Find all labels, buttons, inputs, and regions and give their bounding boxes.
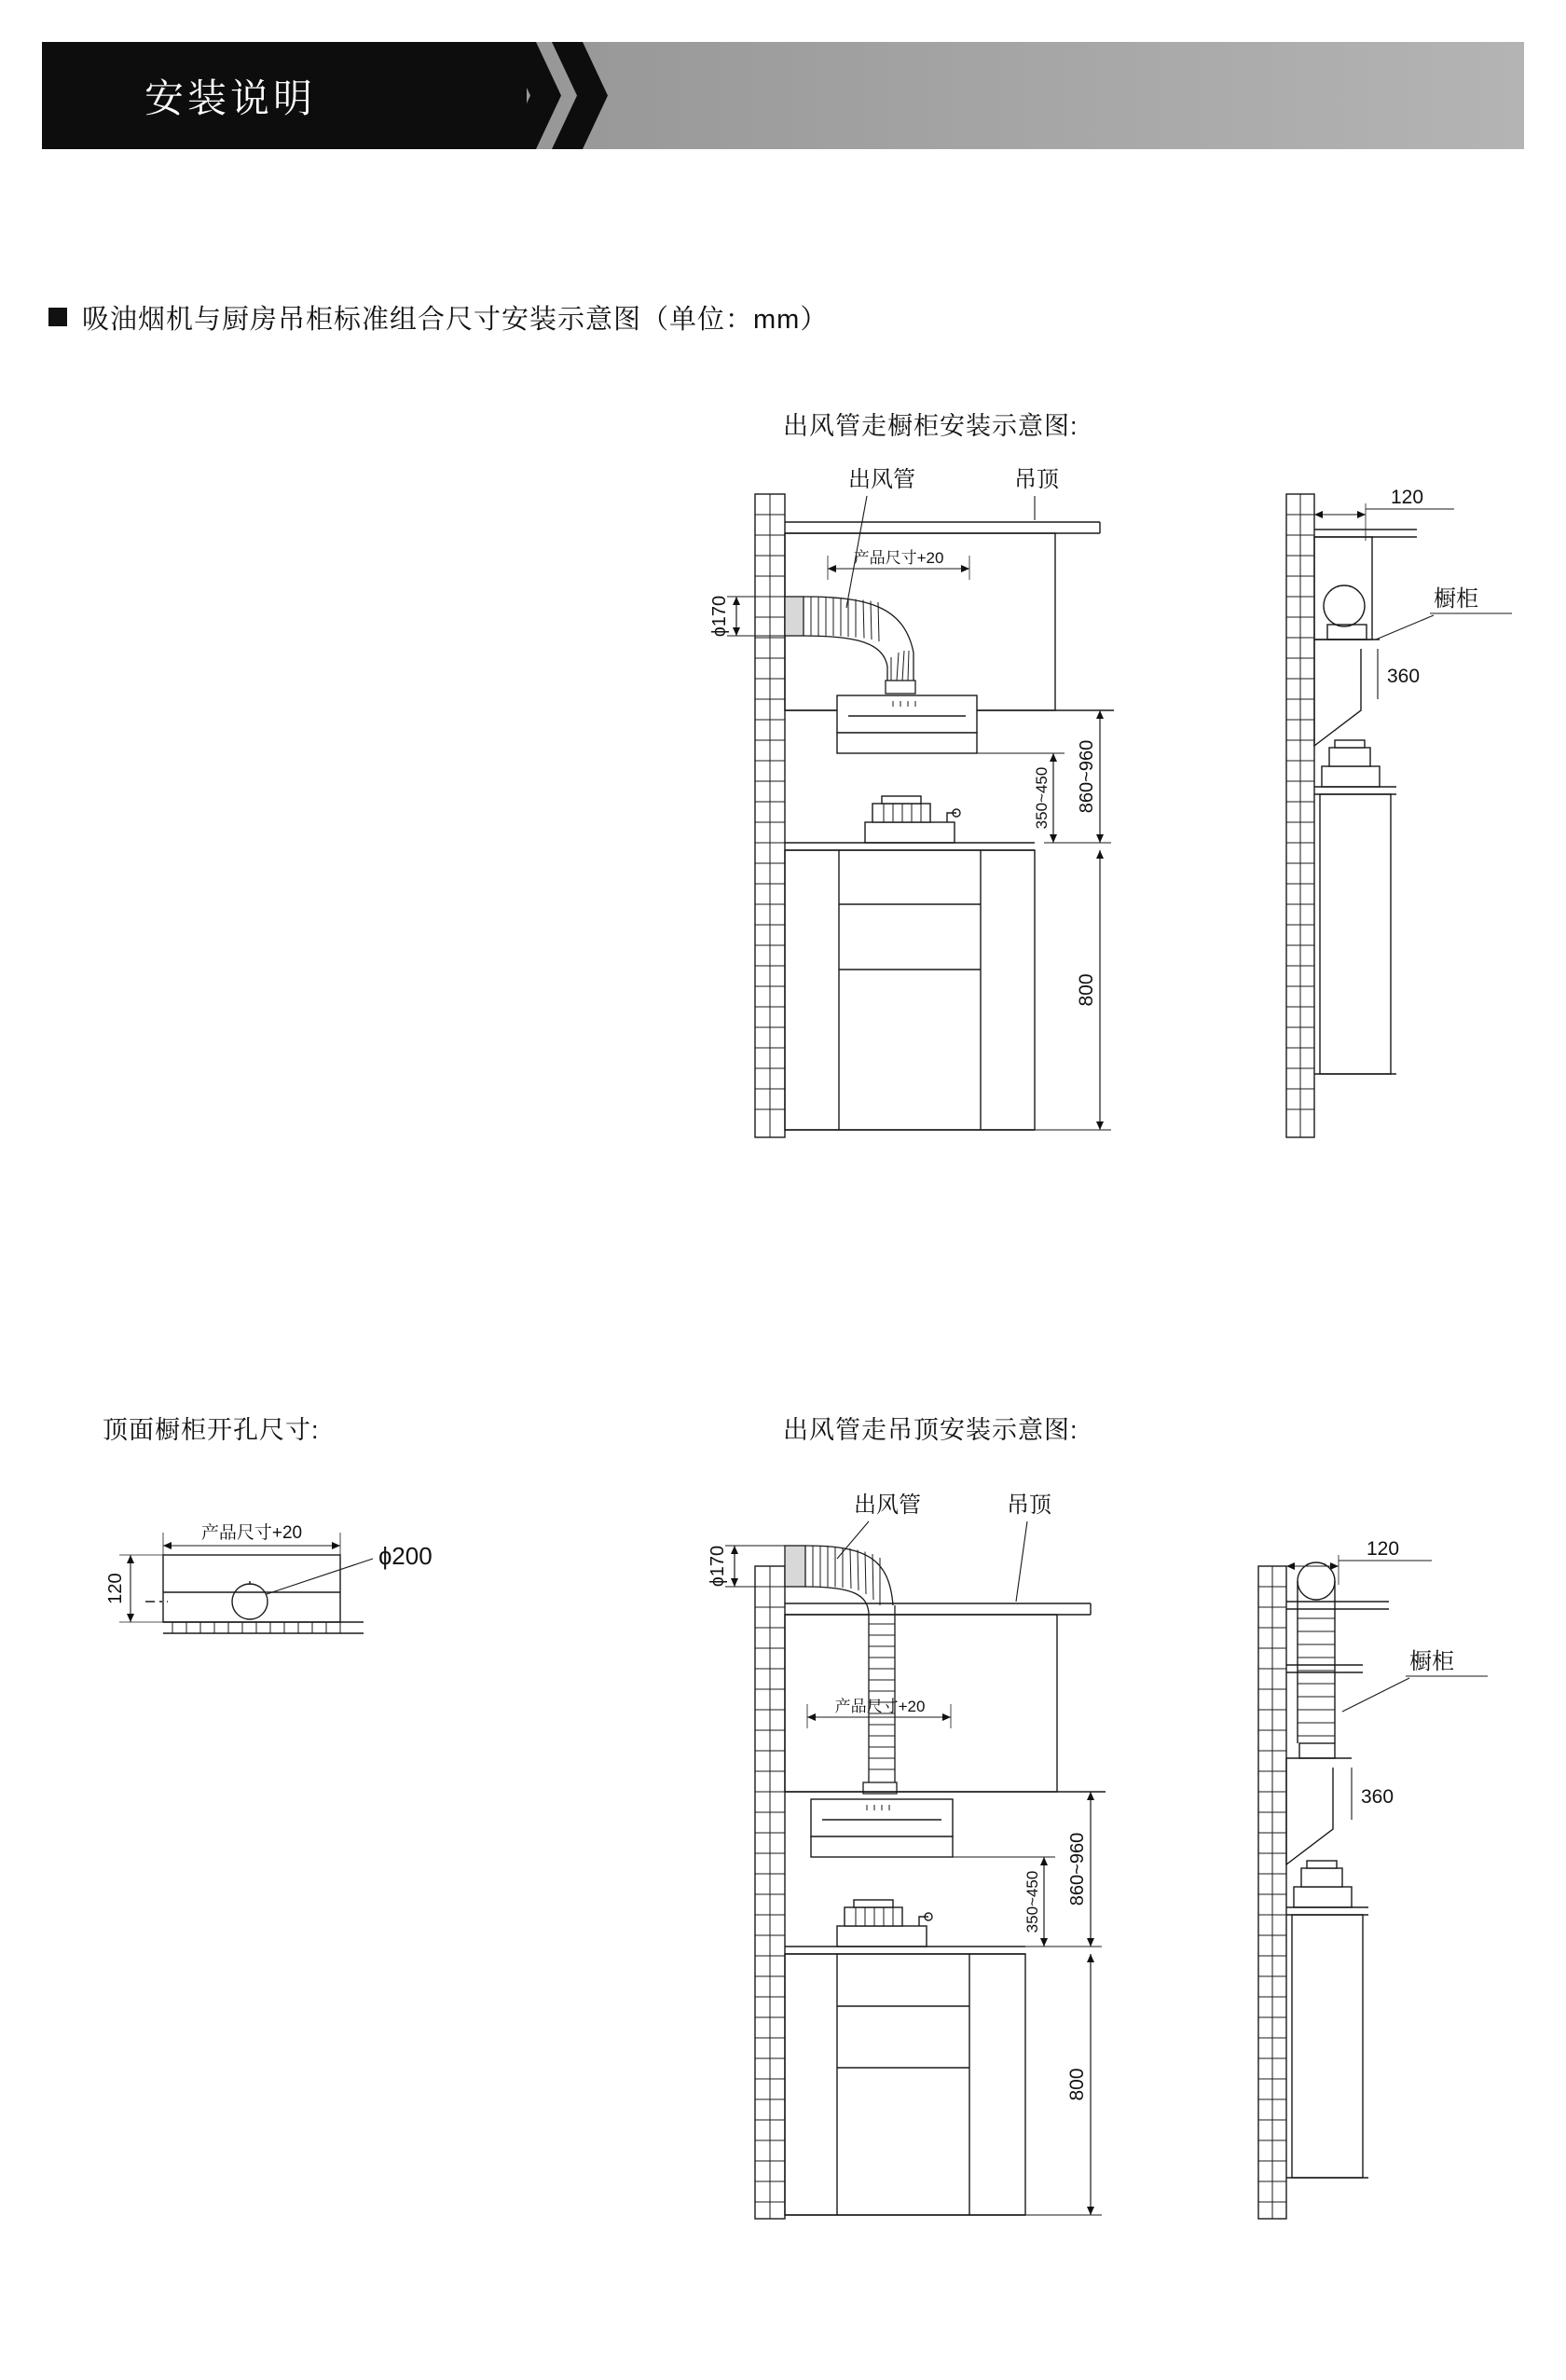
caption-duct-through-cabinet: 出风管走橱柜安装示意图: <box>783 412 1078 440</box>
dimension-350-450: 350~450 <box>1033 766 1051 830</box>
dimension-350-450-2: 350~450 <box>1023 1870 1041 1933</box>
dimension-120-side-1: 120 <box>1391 487 1424 508</box>
dimension-860-960-2: 860~960 <box>1067 1832 1088 1906</box>
dimension-800-2: 800 <box>1066 2068 1088 2101</box>
diagram-duct-through-cabinet-side <box>1277 466 1557 1156</box>
dimension-phi200: ɸ200 <box>378 1542 433 1570</box>
diagram-top-cabinet-hole <box>93 1492 541 1715</box>
bullet-square-icon <box>48 308 67 326</box>
dimension-hole-120: 120 <box>105 1573 126 1604</box>
diagram-duct-through-cabinet-front <box>709 466 1249 1156</box>
dimension-360-2: 360 <box>1361 1786 1394 1808</box>
dimension-phi170-2: ɸ170 <box>707 1545 728 1588</box>
dimension-product-size-2: 产品尺寸+20 <box>834 1698 926 1715</box>
label-cabinet-2: 橱柜 <box>1409 1649 1454 1674</box>
section-title <box>48 298 828 337</box>
diagram-duct-through-ceiling-side <box>1249 1529 1547 2265</box>
page-header-banner <box>42 42 1524 149</box>
label-cabinet-1: 橱柜 <box>1434 586 1478 612</box>
dimension-product-size-hole: 产品尺寸+20 <box>200 1523 303 1543</box>
section-title-text: 吸油烟机与厨房吊柜标准组合尺寸安装示意图（单位：mm） <box>82 305 829 335</box>
label-duct-1: 出风管 <box>848 467 915 492</box>
diagram-duct-through-ceiling-front <box>690 1492 1249 2265</box>
caption-top-cabinet-hole: 顶面橱柜开孔尺寸: <box>103 1416 320 1444</box>
dimension-800: 800 <box>1076 973 1097 1007</box>
label-ceiling-1: 吊顶 <box>1014 467 1059 492</box>
dimension-product-size-1: 产品尺寸+20 <box>853 549 944 567</box>
dimension-120-side-2: 120 <box>1367 1538 1400 1560</box>
caption-duct-through-ceiling: 出风管走吊顶安装示意图: <box>783 1416 1078 1444</box>
page-title: 安装说明 <box>144 76 317 120</box>
label-ceiling-2: 吊顶 <box>1007 1493 1051 1518</box>
dimension-phi170: ɸ170 <box>709 595 730 638</box>
dimension-360-1: 360 <box>1387 666 1421 687</box>
label-duct-2: 出风管 <box>854 1493 921 1518</box>
dimension-860-960: 860~960 <box>1077 739 1097 814</box>
